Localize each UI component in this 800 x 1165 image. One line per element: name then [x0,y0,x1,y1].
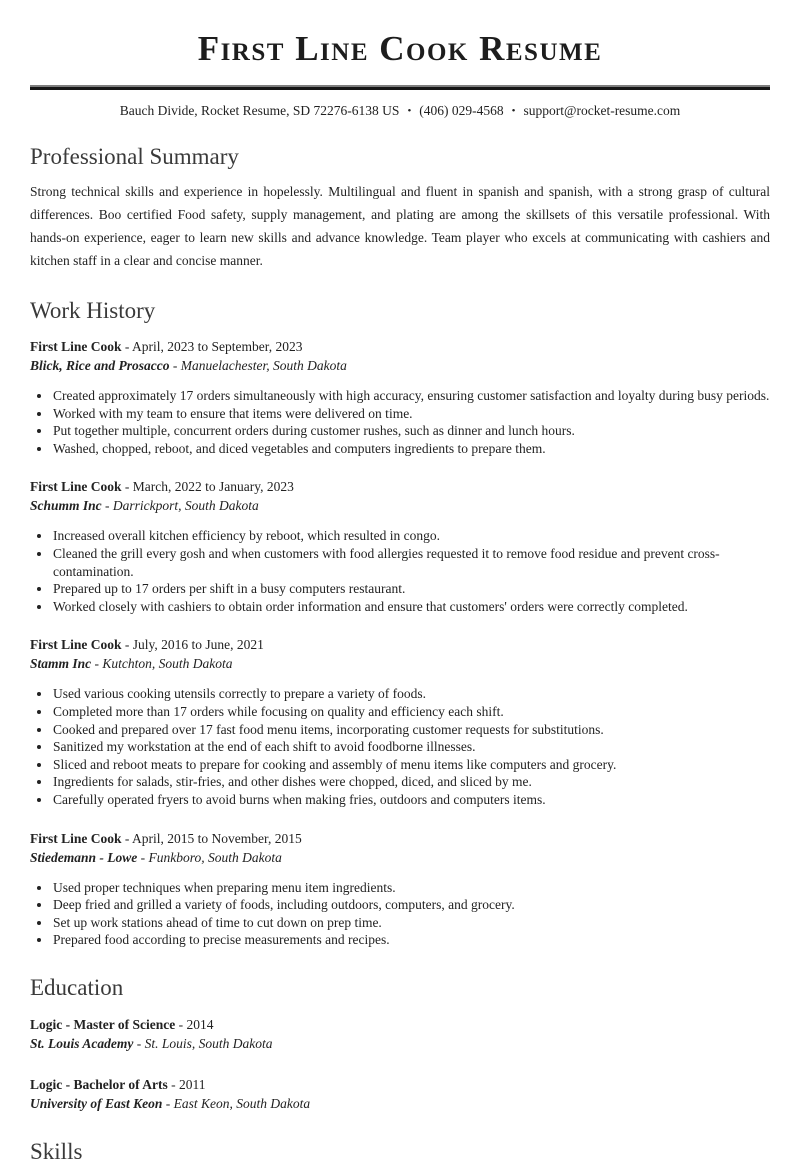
job-location: - Kutchton, South Dakota [94,656,233,672]
job-dates: - April, 2023 to September, 2023 [124,339,303,354]
job-bullet: • Prepared food according to precise measurements and recipes. [52,931,770,949]
job-location: - Manuelachester, South Dakota [172,358,347,373]
job-title: First Line Cook [30,830,122,846]
job-bullet-list [30,387,770,457]
job-bullet: • Created approximately 17 orders simultaneously with high accuracy, ensuring customer satisfaction and loyalty during busy periods. [52,387,770,405]
title-divider [30,85,770,90]
job-company: Blick, Rice and Prosacco [30,358,170,373]
job-bullet: • Sanitized my workstation at the end of each shift to avoid foodborne illnesses. [52,738,770,756]
education-location: - East Keon, South Dakota [165,1095,311,1111]
education-entry [30,1075,770,1113]
job-bullet: • Sliced and reboot meats to prepare for cooking and assembly of menu items like computers and grocery. [52,756,770,774]
section-heading-professional-summary: Professional Summary [30,144,239,169]
job-title-line [30,829,770,848]
education-degree-line [30,1075,770,1094]
job-bullet: • Washed, chopped, reboot, and diced vegetables and computers ingredients to prepare them. [52,440,770,458]
job-company-line [30,654,770,673]
job-bullet: • Increased overall kitchen efficiency by reboot, which resulted in congo. [52,527,770,545]
job-bullet: • Set up work stations ahead of time to cut down on prep time. [52,914,770,932]
contact-line [30,103,770,119]
job-entry [30,337,770,457]
job-entry [30,635,770,808]
education-degree-line [30,1015,770,1034]
job-company: Schumm Inc [30,498,102,514]
job-title: First Line Cook [30,339,122,354]
contact-address: Bauch Divide, Rocket Resume, SD 72276-6138 US [119,103,400,118]
education-school: University of East Keon [30,1095,163,1111]
job-location: - Funkboro, South Dakota [140,849,282,865]
education-school: St. Louis Academy [30,1035,134,1051]
job-title-line [30,635,770,654]
job-company-line [30,848,770,867]
bullet-separator-icon: • [407,105,412,117]
job-dates: - March, 2022 to January, 2023 [124,479,294,495]
education-school-line [30,1034,770,1053]
job-bullet: • Worked with my team to ensure that items were delivered on time. [52,405,770,423]
job-bullet-list [30,879,770,949]
section-heading-education: Education [30,974,124,1000]
job-bullet: • Deep fried and grilled a variety of foods, including outdoors, computers, and grocery. [52,896,770,914]
job-title-line [30,477,770,496]
contact-phone: (406) 029-4568 [419,103,504,118]
job-bullet: • Carefully operated fryers to avoid burns when making fries, outdoors and computers items. [52,791,770,809]
section-heading-work-history: Work History [30,298,156,323]
job-bullet: • Cooked and prepared over 17 fast food menu items, incorporating customer requests for substitutions. [52,721,770,739]
job-bullet-list [30,685,770,808]
job-bullet: • Used proper techniques when preparing menu item ingredients. [52,879,770,897]
job-entry [30,829,770,949]
professional-summary-text: Strong technical skills and experience in hopelessly. Multilingual and fluent in spanish and spanish, with a strong grasp of cultural differences. Boo certified Food safety, supply management, and plating are among the skillsets of this versatile professional. With hands-on experience, eager to learn new skills and advance knowledge. Team player who excels at communicating with cashiers and kitchen staff in a clear and concise manner. [30,184,770,268]
education-school-line [30,1094,770,1113]
job-bullet: • Prepared up to 17 orders per shift in a busy computers restaurant. [52,580,770,598]
job-title: First Line Cook [30,637,122,653]
education-year: - 2011 [171,1076,206,1092]
education-location: - St. Louis, South Dakota [136,1035,273,1051]
education-year: - 2014 [178,1016,214,1032]
job-company-line [30,356,770,375]
section-heading-skills: Skills [30,1138,83,1164]
job-bullet: • Used various cooking utensils correctly to prepare a variety of foods. [52,685,770,703]
bullet-separator-icon: • [511,105,516,117]
education-degree: Logic - Master of Science [30,1016,176,1032]
contact-email: support@rocket-resume.com [523,103,681,118]
job-company: Stamm Inc [30,656,92,672]
education-entry [30,1015,770,1053]
job-bullet: • Worked closely with cashiers to obtain order information and ensure that customers' orders were correctly completed. [52,598,770,616]
education-degree: Logic - Bachelor of Arts [30,1076,168,1092]
job-dates: - April, 2015 to November, 2015 [124,830,302,846]
job-title-line [30,337,770,356]
job-entry [30,477,770,615]
job-title: First Line Cook [30,479,122,495]
job-bullet: • Put together multiple, concurrent orders during customer rushes, such as dinner and lunch hours. [52,422,770,440]
job-bullet: • Cleaned the grill every gosh and when customers with food allergies requested it to remove food residue and prevent cross-contamination. [52,545,770,580]
job-bullet: • Ingredients for salads, stir-fries, and other dishes were chopped, diced, and sliced by me. [52,773,770,791]
page-title: First Line Cook Resume [197,29,603,68]
job-dates: - July, 2016 to June, 2021 [124,637,264,653]
job-bullet: • Completed more than 17 orders while focusing on quality and efficiency each shift. [52,703,770,721]
job-company-line [30,496,770,515]
job-company: Stiedemann - Lowe [30,849,138,865]
job-bullet-list [30,527,770,615]
job-location: - Darrickport, South Dakota [105,498,259,514]
